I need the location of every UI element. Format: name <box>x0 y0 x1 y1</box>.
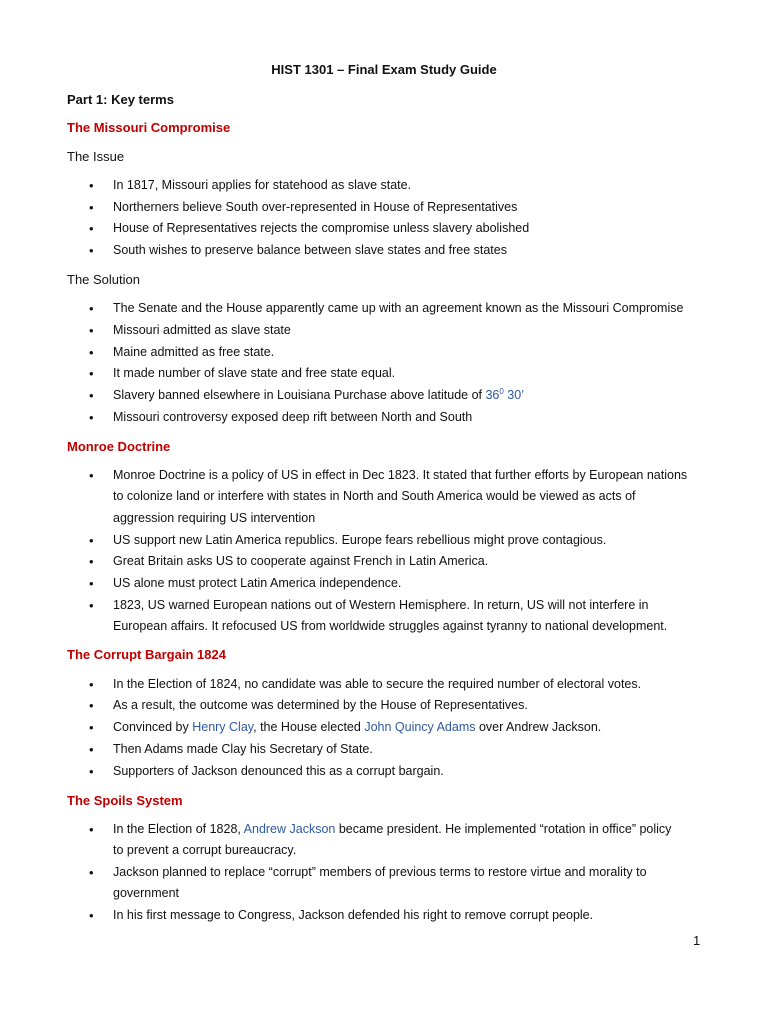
list-item: In his first message to Congress, Jackson defended his right to remove corrupt people. <box>113 908 594 922</box>
list-item: US alone must protect Latin America independence. <box>113 576 402 590</box>
list-item: House of Representatives rejects the compromise unless slavery abolished <box>113 221 530 235</box>
list-item: Supporters of Jackson denounced this as a corrupt bargain. <box>113 764 444 778</box>
list-item: Jackson planned to replace “corrupt” members of previous terms to restore virtue and morality to <box>113 865 647 879</box>
list-item-text: became president. He implemented “rotation in office” policy <box>335 822 672 836</box>
latitude-minutes: 30’ <box>503 388 524 402</box>
bullet-marker: • <box>89 243 94 258</box>
list-item: In 1817, Missouri applies for statehood as slave state. <box>113 178 412 192</box>
list-item: As a result, the outcome was determined by the House of Representatives. <box>113 698 528 712</box>
page-title: HIST 1301 – Final Exam Study Guide <box>271 62 497 77</box>
bullet-marker: • <box>89 323 94 338</box>
list-item-text: over Andrew Jackson. <box>475 720 602 734</box>
bullet-marker: • <box>89 698 94 713</box>
henry-clay-link[interactable]: Henry Clay <box>192 720 254 734</box>
list-item <box>113 822 671 836</box>
list-item <box>113 720 601 734</box>
bullet-marker: • <box>89 598 94 613</box>
bullet-marker: • <box>89 468 94 483</box>
bullet-marker: • <box>89 764 94 779</box>
list-item-continuation: to prevent a corrupt bureaucracy. <box>113 843 297 857</box>
section-heading-monroe: Monroe Doctrine <box>67 439 171 454</box>
bullet-marker: • <box>89 388 94 403</box>
list-item-continuation: European affairs. It refocused US from worldwide struggles against tyranny to national development. <box>113 619 668 633</box>
bullet-marker: • <box>89 301 94 316</box>
list-item: Missouri controversy exposed deep rift between North and South <box>113 410 473 424</box>
list-item: In the Election of 1824, no candidate was able to secure the required number of electoral votes. <box>113 677 642 691</box>
list-item-continuation: government <box>113 886 180 900</box>
list-item-text: , the House elected <box>253 720 365 734</box>
list-item-continuation: to colonize land or interfere with states in North and South America would be viewed as acts of <box>113 489 636 503</box>
list-item: Northerners believe South over-represented in House of Representatives <box>113 200 518 214</box>
list-item: Then Adams made Clay his Secretary of State. <box>113 742 373 756</box>
bullet-marker: • <box>89 345 94 360</box>
bullet-marker: • <box>89 554 94 569</box>
list-item-text: In the Election of 1828, <box>113 822 244 836</box>
section-heading-missouri: The Missouri Compromise <box>67 120 231 135</box>
subheading-issue: The Issue <box>67 149 125 164</box>
list-item: US support new Latin America republics. Europe fears rebellious might prove contagious. <box>113 533 607 547</box>
andrew-jackson-link[interactable]: Andrew Jackson <box>243 822 336 836</box>
list-item: The Senate and the House apparently came up with an agreement known as the Missouri Compromise <box>113 301 684 315</box>
bullet-marker: • <box>89 720 94 735</box>
bullet-marker: • <box>89 865 94 880</box>
bullet-marker: • <box>89 908 94 923</box>
list-item: Maine admitted as free state. <box>113 345 275 359</box>
list-item: It made number of slave state and free state equal. <box>113 366 396 380</box>
list-item: 1823, US warned European nations out of Western Hemisphere. In return, US will not interfere in <box>113 598 649 612</box>
bullet-marker: • <box>89 178 94 193</box>
john-quincy-adams-link[interactable]: John Quincy Adams <box>364 720 476 734</box>
latitude-link[interactable] <box>485 388 524 402</box>
list-item: Missouri admitted as slave state <box>113 323 291 337</box>
list-item-text: Slavery banned elsewhere in Louisiana Purchase above latitude of <box>113 388 486 402</box>
bullet-marker: • <box>89 742 94 757</box>
list-item-text: Convinced by <box>113 720 193 734</box>
list-item: South wishes to preserve balance between slave states and free states <box>113 243 507 257</box>
bullet-marker: • <box>89 576 94 591</box>
list-item: Great Britain asks US to cooperate against French in Latin America. <box>113 554 489 568</box>
list-item-continuation: aggression requiring US intervention <box>113 511 316 525</box>
bullet-marker: • <box>89 221 94 236</box>
bullet-marker: • <box>89 366 94 381</box>
section-heading-corrupt-bargain: The Corrupt Bargain 1824 <box>67 647 226 662</box>
latitude-degrees: 36 <box>485 388 500 402</box>
page-number: 1 <box>693 933 701 948</box>
section-heading-spoils-system: The Spoils System <box>67 793 183 808</box>
list-item <box>113 388 524 402</box>
bullet-marker: • <box>89 410 94 425</box>
bullet-marker: • <box>89 677 94 692</box>
latitude-sup: 0 <box>499 386 504 396</box>
bullet-marker: • <box>89 200 94 215</box>
list-item: Monroe Doctrine is a policy of US in effect in Dec 1823. It stated that further efforts by European nations <box>113 468 688 482</box>
part-heading: Part 1: Key terms <box>67 92 174 107</box>
subheading-solution: The Solution <box>67 272 140 287</box>
bullet-marker: • <box>89 533 94 548</box>
bullet-marker: • <box>89 822 94 837</box>
